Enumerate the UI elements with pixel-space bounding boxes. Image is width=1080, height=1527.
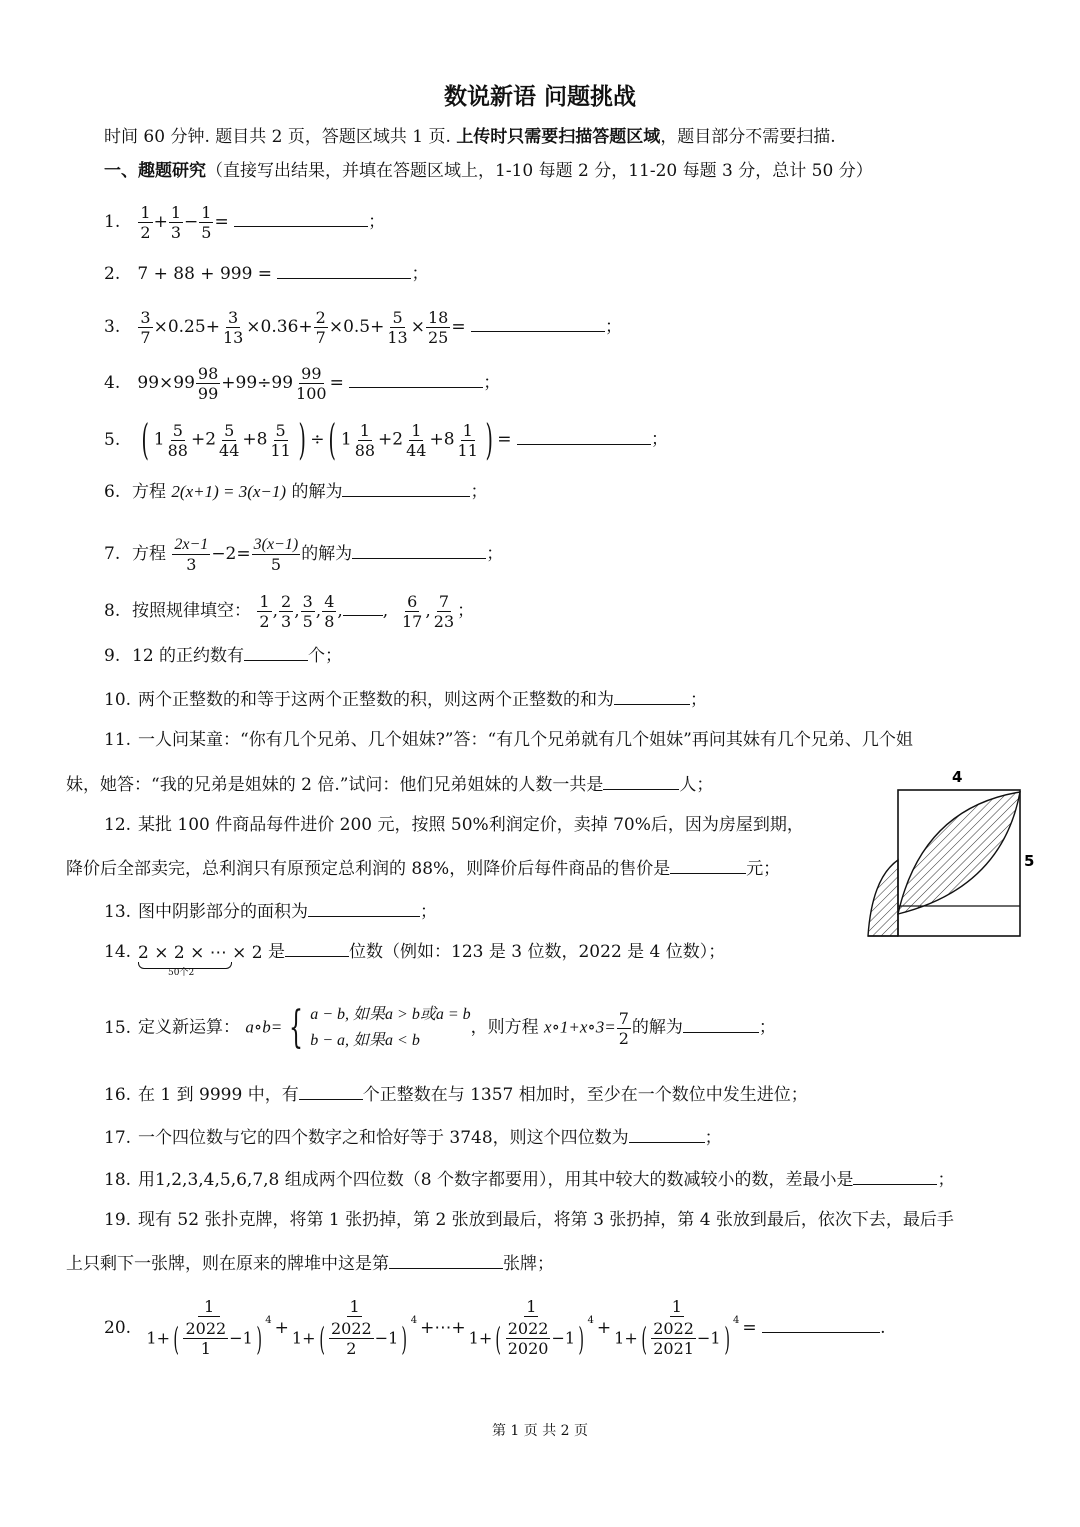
fraction: $\frac{99}{100}$ bbox=[296, 364, 327, 403]
piecewise-cases bbox=[310, 1002, 470, 1054]
fraction: $\frac{2}{3}$ bbox=[281, 592, 292, 631]
text: 张牌； bbox=[503, 1254, 554, 1274]
answer-blank[interactable] bbox=[389, 1250, 503, 1269]
text: 按照规律填空： bbox=[132, 601, 251, 621]
question-6: 6. 方程 2(x+1) = 3(x−1) 的解为 ； bbox=[104, 478, 487, 503]
shaded-segment bbox=[868, 860, 898, 936]
fraction: $\frac{3}{7}$ bbox=[140, 308, 151, 347]
question-19-cont bbox=[66, 1250, 554, 1275]
fraction: $\frac{3}{13}$ bbox=[222, 308, 244, 347]
page-title: 数说新语 问题挑战 bbox=[443, 84, 636, 110]
question-number: 6. bbox=[104, 482, 121, 502]
answer-blank[interactable] bbox=[352, 540, 486, 559]
q13-figure bbox=[862, 768, 1035, 943]
question-8: 8. 按照规律填空： $\frac{1}{2}$ , $\frac{2}{3}$ , $\frac{3}{5}$ , $\frac{4}{8}$ , , $\frac{6}{17}$ , $\frac{7}{23}$ ； bbox=[104, 592, 475, 631]
fraction: $\frac{7}{2}$ bbox=[618, 1008, 629, 1048]
answer-blank[interactable] bbox=[614, 686, 690, 705]
answer-blank[interactable] bbox=[343, 597, 383, 616]
question-number: 14. bbox=[104, 942, 132, 962]
question-7: 7. 方程 $\frac{2x-1}{3}$ −2= $\frac{3(x-1)}{5}$ 的解为 ； bbox=[104, 536, 504, 574]
section-label: 一、趣题研究 bbox=[104, 161, 206, 181]
text: 元； bbox=[746, 859, 781, 879]
fraction: $\frac{2}{7}$ bbox=[315, 308, 326, 347]
question-3: 3. $\frac{3}{7}$ ×0.25+ $\frac{3}{13}$ ×0.36+ $\frac{2}{7}$ ×0.5+ $\frac{5}{13}$ × $\frac{18}{25}$ = ； bbox=[104, 308, 622, 347]
question-9 bbox=[104, 642, 342, 667]
expression: 7 + 88 + 999 = bbox=[137, 264, 273, 284]
page-footer: 第 1 页 共 2 页 bbox=[491, 1423, 589, 1439]
question-2: 2. 7 + 88 + 999 = ； bbox=[104, 260, 428, 285]
text: 用1,2,3,4,5,6,7,8 组成两个四位数（8 个数字都要用），用其中较大的数减较小的数，差最小是 bbox=[138, 1170, 854, 1190]
question-number: 9. bbox=[104, 646, 121, 666]
answer-blank[interactable] bbox=[471, 313, 605, 332]
question-4: 4. 99×99 $\frac{98}{99}$ +99÷99 $\frac{99}{100}$ = ； bbox=[104, 364, 501, 403]
fraction: $\frac{3}{5}$ bbox=[302, 592, 313, 631]
question-number: 12. bbox=[104, 815, 132, 835]
answer-blank[interactable] bbox=[342, 478, 470, 497]
case-1: a − b, 如果a > b或a = b bbox=[310, 1006, 471, 1023]
case-2: b − a, 如果a < b bbox=[310, 1032, 420, 1049]
fraction: $\frac{3(x-1)}{5}$ bbox=[253, 536, 299, 574]
intro-text: 时间 60 分钟. 题目共 2 页，答题区域共 1 页. bbox=[104, 127, 457, 147]
fraction: 1 1+ ( $\frac{2022}{2020}$ −1 ) $^4$ bbox=[468, 1296, 594, 1358]
text: 在 1 到 9999 中，有 bbox=[138, 1085, 299, 1105]
text: 12 的正约数有 bbox=[132, 646, 245, 666]
answer-blank[interactable] bbox=[244, 642, 308, 661]
question-number: 13. bbox=[104, 902, 132, 922]
label-right: 5 bbox=[1024, 852, 1035, 870]
fraction: $\frac{7}{23}$ bbox=[433, 592, 455, 631]
question-number: 16. bbox=[104, 1085, 132, 1105]
question-number: 15. bbox=[104, 1017, 132, 1038]
text: 个正整数在与 1357 相加时，至少在一个数位中发生进位； bbox=[362, 1085, 808, 1105]
question-16 bbox=[104, 1081, 808, 1106]
answer-blank[interactable] bbox=[277, 260, 411, 279]
question-number: 8. bbox=[104, 601, 121, 621]
fraction: $\frac{4}{8}$ bbox=[324, 592, 335, 631]
answer-blank[interactable] bbox=[285, 938, 349, 957]
shaded-lens bbox=[898, 792, 1020, 914]
answer-blank[interactable] bbox=[683, 1014, 759, 1033]
fraction: $\frac{1}{5}$ bbox=[201, 203, 212, 242]
fraction: $\frac{5}{13}$ bbox=[387, 308, 408, 347]
question-number: 4. bbox=[104, 373, 121, 393]
fraction: $\frac{18}{25}$ bbox=[427, 308, 449, 347]
text: 现有 52 张扑克牌，将第 1 张扔掉，第 2 张放到最后，将第 3 张扔掉，第 4 张放到最后，依次下去，最后手 bbox=[138, 1210, 954, 1230]
answer-blank[interactable] bbox=[853, 1166, 937, 1185]
question-11 bbox=[104, 729, 913, 751]
text: ，则方程 bbox=[470, 1017, 539, 1038]
text: 方程 bbox=[132, 544, 166, 564]
question-10: 10. 两个正整数的和等于这两个正整数的积，则这两个正整数的和为 ； bbox=[104, 686, 707, 711]
underbrace-label: 50个2 bbox=[168, 967, 195, 978]
fraction: 1 1+ ( $\frac{2022}{2}$ −1 ) $^4$ bbox=[291, 1296, 418, 1358]
text: 的解为 bbox=[301, 544, 353, 564]
text: 定义新运算： bbox=[138, 1017, 240, 1038]
text: 位数（例如：123 是 3 位数，2022 是 4 位数）； bbox=[349, 942, 726, 962]
question-number: 3. bbox=[104, 317, 121, 337]
fraction: $\frac{5}{44}$ bbox=[219, 420, 240, 460]
answer-blank[interactable] bbox=[349, 369, 483, 388]
question-19 bbox=[104, 1209, 954, 1231]
text: 妹，她答：“我的兄弟是姐妹的 2 倍.”试问：他们兄弟姐妹的人数一共是 bbox=[66, 775, 604, 795]
answer-blank[interactable] bbox=[517, 426, 651, 445]
underbrace-expression bbox=[138, 942, 263, 978]
question-17: 17. 一个四位数与它的四个数字之和恰好等于 3748，则这个四位数为 ； bbox=[104, 1124, 722, 1149]
text: 是 bbox=[262, 942, 286, 962]
question-11-cont bbox=[66, 771, 713, 796]
answer-blank[interactable] bbox=[603, 771, 679, 790]
text: 的解为 bbox=[631, 1017, 683, 1038]
question-14 bbox=[104, 938, 726, 978]
question-1: 1. $\frac{1}{2}$ + $\frac{1}{3}$ − $\frac{1}{5}$ = ； bbox=[104, 203, 386, 242]
question-18: 18. 用1,2,3,4,5,6,7,8 组成两个四位数（8 个数字都要用），用其中较大的数减较小的数，差最小是 ； bbox=[104, 1166, 954, 1191]
fraction: $\frac{5}{88}$ bbox=[167, 420, 188, 460]
text: 的解为 bbox=[286, 482, 343, 502]
label-top: 4 bbox=[952, 768, 963, 786]
fraction: $\frac{98}{99}$ bbox=[197, 364, 219, 403]
question-number: 11. bbox=[104, 730, 132, 750]
answer-blank[interactable] bbox=[670, 855, 746, 874]
answer-blank[interactable] bbox=[299, 1081, 363, 1100]
text: 某批 100 件商品每件进价 200 元，按照 50%利润定价，卖掉 70%后，因为房屋到期， bbox=[138, 815, 804, 835]
text: 一人问某童：“你有几个兄弟、几个姐妹?”答：“有几个兄弟就有几个姐妹”再问其妹有几个兄弟、几个姐 bbox=[138, 730, 913, 750]
text: 个； bbox=[308, 646, 343, 666]
fraction: $\frac{1}{44}$ bbox=[406, 420, 427, 460]
question-number: 5. bbox=[104, 429, 121, 450]
question-12 bbox=[104, 814, 804, 836]
question-20: 20. 1 1+ ( $\frac{2022}{1}$ −1 ) $^4$ + 1 1+ ( $\frac{2022}{2}$ −1 ) $^4$ +⋯+ 1 1+ ( $\frac{2022}{2020}$ −1 ) $^4$ + 1 1+ ( $\frac{2022}{2021}$ −1 ) $^4$ = . bbox=[104, 1290, 885, 1366]
question-number: 18. bbox=[104, 1170, 132, 1190]
question-12-cont bbox=[66, 855, 780, 880]
fraction: $\frac{1}{11}$ bbox=[457, 420, 478, 460]
answer-blank[interactable] bbox=[762, 1314, 880, 1333]
question-13: 13. 图中阴影部分的面积为 ； bbox=[104, 898, 437, 923]
text: 降价后全部卖完，总利润只有原预定总利润的 88%，则降价后每件商品的售价是 bbox=[66, 859, 671, 879]
text: 方程 bbox=[132, 482, 172, 502]
fraction: 1 1+ ( $\frac{2022}{2021}$ −1 ) $^4$ bbox=[614, 1296, 740, 1358]
fraction: 1 1+ ( $\frac{2022}{1}$ −1 ) $^4$ bbox=[146, 1296, 272, 1358]
question-15: 15. 定义新运算： a∘b= { a − b, 如果a > b或a = b b − a, 如果a < b ，则方程 x∘1+x∘3= $\frac{7}{2}$ 的解为 ； bbox=[104, 1002, 776, 1053]
intro-text-2: ，题目部分不需要扫描. bbox=[660, 127, 836, 147]
text: 两个正整数的和等于这两个正整数的积，则这两个正整数的和为 bbox=[138, 690, 614, 710]
fraction: $\frac{2x-1}{3}$ bbox=[174, 536, 209, 574]
intro-bold: 上传时只需要扫描答题区域 bbox=[456, 127, 661, 147]
section-heading bbox=[104, 160, 873, 182]
answer-blank[interactable] bbox=[629, 1124, 705, 1143]
question-number: 1. bbox=[104, 212, 121, 232]
fraction: $\frac{1}{3}$ bbox=[170, 203, 182, 242]
answer-blank[interactable] bbox=[308, 898, 420, 917]
answer-blank[interactable] bbox=[234, 208, 368, 227]
question-number: 17. bbox=[104, 1128, 132, 1148]
question-number: 10. bbox=[104, 690, 132, 710]
question-number: 20. bbox=[104, 1318, 132, 1338]
intro-line bbox=[104, 126, 836, 148]
question-number: 7. bbox=[104, 544, 121, 564]
text: 2 × 2 × ⋯ × 2 bbox=[138, 942, 263, 963]
text: 图中阴影部分的面积为 bbox=[138, 902, 308, 922]
section-note: （直接写出结果，并填在答题区域上，1-10 每题 2 分，11-20 每题 3 分，总计 50 分） bbox=[206, 161, 873, 181]
text: 一个四位数与它的四个数字之和恰好等于 3748，则这个四位数为 bbox=[138, 1128, 629, 1148]
fraction: $\frac{1}{88}$ bbox=[354, 420, 376, 460]
text: 上只剩下一张牌，则在原来的牌堆中这是第 bbox=[66, 1254, 389, 1274]
question-number: 2. bbox=[104, 264, 121, 284]
text: 人； bbox=[679, 775, 714, 795]
question-number: 19. bbox=[104, 1210, 132, 1230]
fraction: $\frac{1}{2}$ bbox=[259, 592, 270, 631]
equation: 2(x+1) = 3(x−1) bbox=[171, 482, 287, 501]
question-5: 5. ( 1 $\frac{5}{88}$ +2 $\frac{5}{44}$ +8 $\frac{5}{11}$ ) ÷ ( 1 $\frac{1}{88}$ +2 $\frac{1}{44}$ +8 $\frac{1}{11}$ ) = ； bbox=[104, 415, 668, 464]
fraction: $\frac{6}{17}$ bbox=[402, 592, 423, 631]
fraction: $\frac{5}{11}$ bbox=[270, 420, 291, 460]
fraction: $\frac{1}{2}$ bbox=[140, 203, 151, 242]
